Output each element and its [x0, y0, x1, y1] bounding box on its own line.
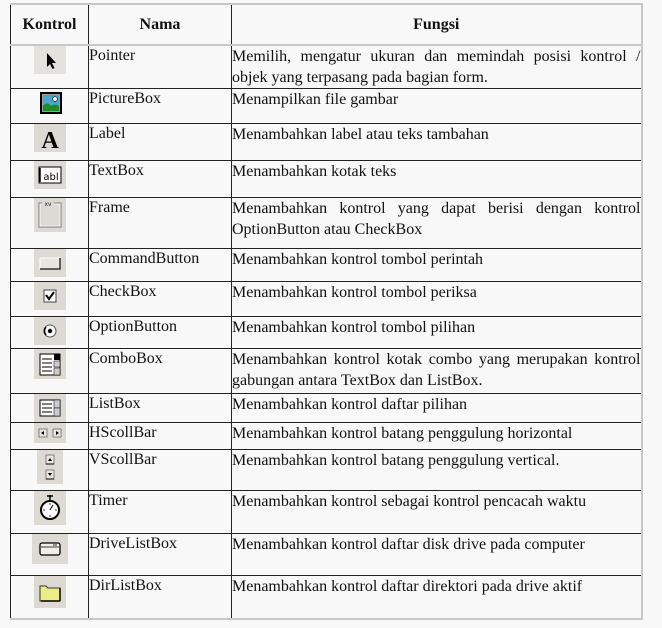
control-function: Menambahkan kontrol tombol pilihan — [232, 317, 642, 349]
svg-text:A: A — [40, 128, 59, 152]
checkbox-icon — [34, 282, 66, 310]
table-row — [11, 349, 642, 394]
control-function: Menambahkan kontrol daftar pilihan — [232, 394, 642, 423]
control-icon-cell — [11, 423, 89, 450]
control-name: VScollBar — [89, 450, 232, 491]
table-row — [11, 317, 642, 349]
optionbutton-icon — [34, 317, 66, 345]
control-name: HScollBar — [89, 423, 232, 450]
control-name: OptionButton — [89, 317, 232, 349]
table-row — [11, 45, 642, 89]
table-row — [11, 249, 642, 282]
pointer-icon — [34, 46, 66, 74]
table-row — [11, 161, 642, 198]
control-name: DirListBox — [89, 576, 232, 619]
header-kontrol: Kontrol — [11, 4, 89, 45]
control-function: Menambahkan kontrol daftar direktori pada drive aktif — [232, 576, 642, 619]
control-function: Menambahkan kontrol kotak combo yang merupakan kontrol gabungan antara TextBox dan ListBox. — [232, 349, 642, 394]
frame-icon — [34, 198, 66, 232]
table-row — [11, 282, 642, 317]
commandbutton-icon — [34, 249, 66, 277]
control-icon-cell — [11, 491, 89, 534]
header-fungsi: Fungsi — [232, 4, 642, 45]
textbox-icon — [34, 161, 66, 189]
table-row — [11, 576, 642, 619]
control-function: Memilih, mengatur ukuran dan memindah posisi kontrol / objek yang terpasang pada bagian form. — [232, 45, 642, 89]
control-icon-cell — [11, 45, 89, 89]
control-name: Timer — [89, 491, 232, 534]
table-row — [11, 124, 642, 161]
control-function: Menambahkan kontrol batang penggulung horizontal — [232, 423, 642, 450]
table-row — [11, 450, 642, 491]
combobox-icon — [34, 349, 66, 379]
control-function: Menambahkan label atau teks tambahan — [232, 124, 642, 161]
hscrollbar-icon — [34, 423, 66, 443]
control-function: Menambahkan kontrol batang penggulung vertical. — [232, 450, 642, 491]
control-icon-cell — [11, 282, 89, 317]
control-icon-cell — [11, 349, 89, 394]
control-name: ListBox — [89, 394, 232, 423]
control-icon-cell — [11, 198, 89, 249]
control-name: Pointer — [89, 45, 232, 89]
control-name: Label — [89, 124, 232, 161]
control-function: Menambahkan kontrol yang dapat berisi dengan kontrol OptionButton atau CheckBox — [232, 198, 642, 249]
controls-table — [10, 3, 643, 620]
table-row — [11, 89, 642, 124]
control-name: Frame — [89, 198, 232, 249]
control-icon-cell — [11, 534, 89, 576]
control-function: Menambahkan kontrol tombol periksa — [232, 282, 642, 317]
control-name: CommandButton — [89, 249, 232, 282]
control-function: Menambahkan kontrol sebagai kontrol pencacah waktu — [232, 491, 642, 534]
svg-text:abl: abl — [42, 172, 59, 183]
listbox-icon — [34, 394, 66, 422]
control-name: TextBox — [89, 161, 232, 198]
control-icon-cell — [11, 450, 89, 491]
svg-text:xv: xv — [43, 201, 52, 208]
control-name: DriveListBox — [89, 534, 232, 576]
label-icon — [34, 124, 66, 152]
header-row — [11, 4, 642, 45]
control-icon-cell — [11, 124, 89, 161]
vscrollbar-icon — [37, 450, 63, 484]
control-name: PictureBox — [89, 89, 232, 124]
control-icon-cell — [11, 576, 89, 619]
picturebox-icon — [34, 89, 66, 117]
control-name: CheckBox — [89, 282, 232, 317]
control-name: ComboBox — [89, 349, 232, 394]
dirlistbox-icon — [34, 576, 66, 608]
control-icon-cell — [11, 317, 89, 349]
table-row — [11, 534, 642, 576]
table-row — [11, 394, 642, 423]
timer-icon — [34, 491, 66, 525]
control-function: Menambahkan kontrol tombol perintah — [232, 249, 642, 282]
table-row — [11, 198, 642, 249]
drivelistbox-icon — [32, 534, 68, 564]
control-function: Menampilkan file gambar — [232, 89, 642, 124]
control-icon-cell — [11, 394, 89, 423]
control-icon-cell — [11, 161, 89, 198]
control-function: Menambahkan kontrol daftar disk drive pada computer — [232, 534, 642, 576]
control-icon-cell — [11, 249, 89, 282]
table-row — [11, 423, 642, 450]
control-icon-cell — [11, 89, 89, 124]
table-row — [11, 491, 642, 534]
header-nama: Nama — [89, 4, 232, 45]
control-function: Menambahkan kotak teks — [232, 161, 642, 198]
